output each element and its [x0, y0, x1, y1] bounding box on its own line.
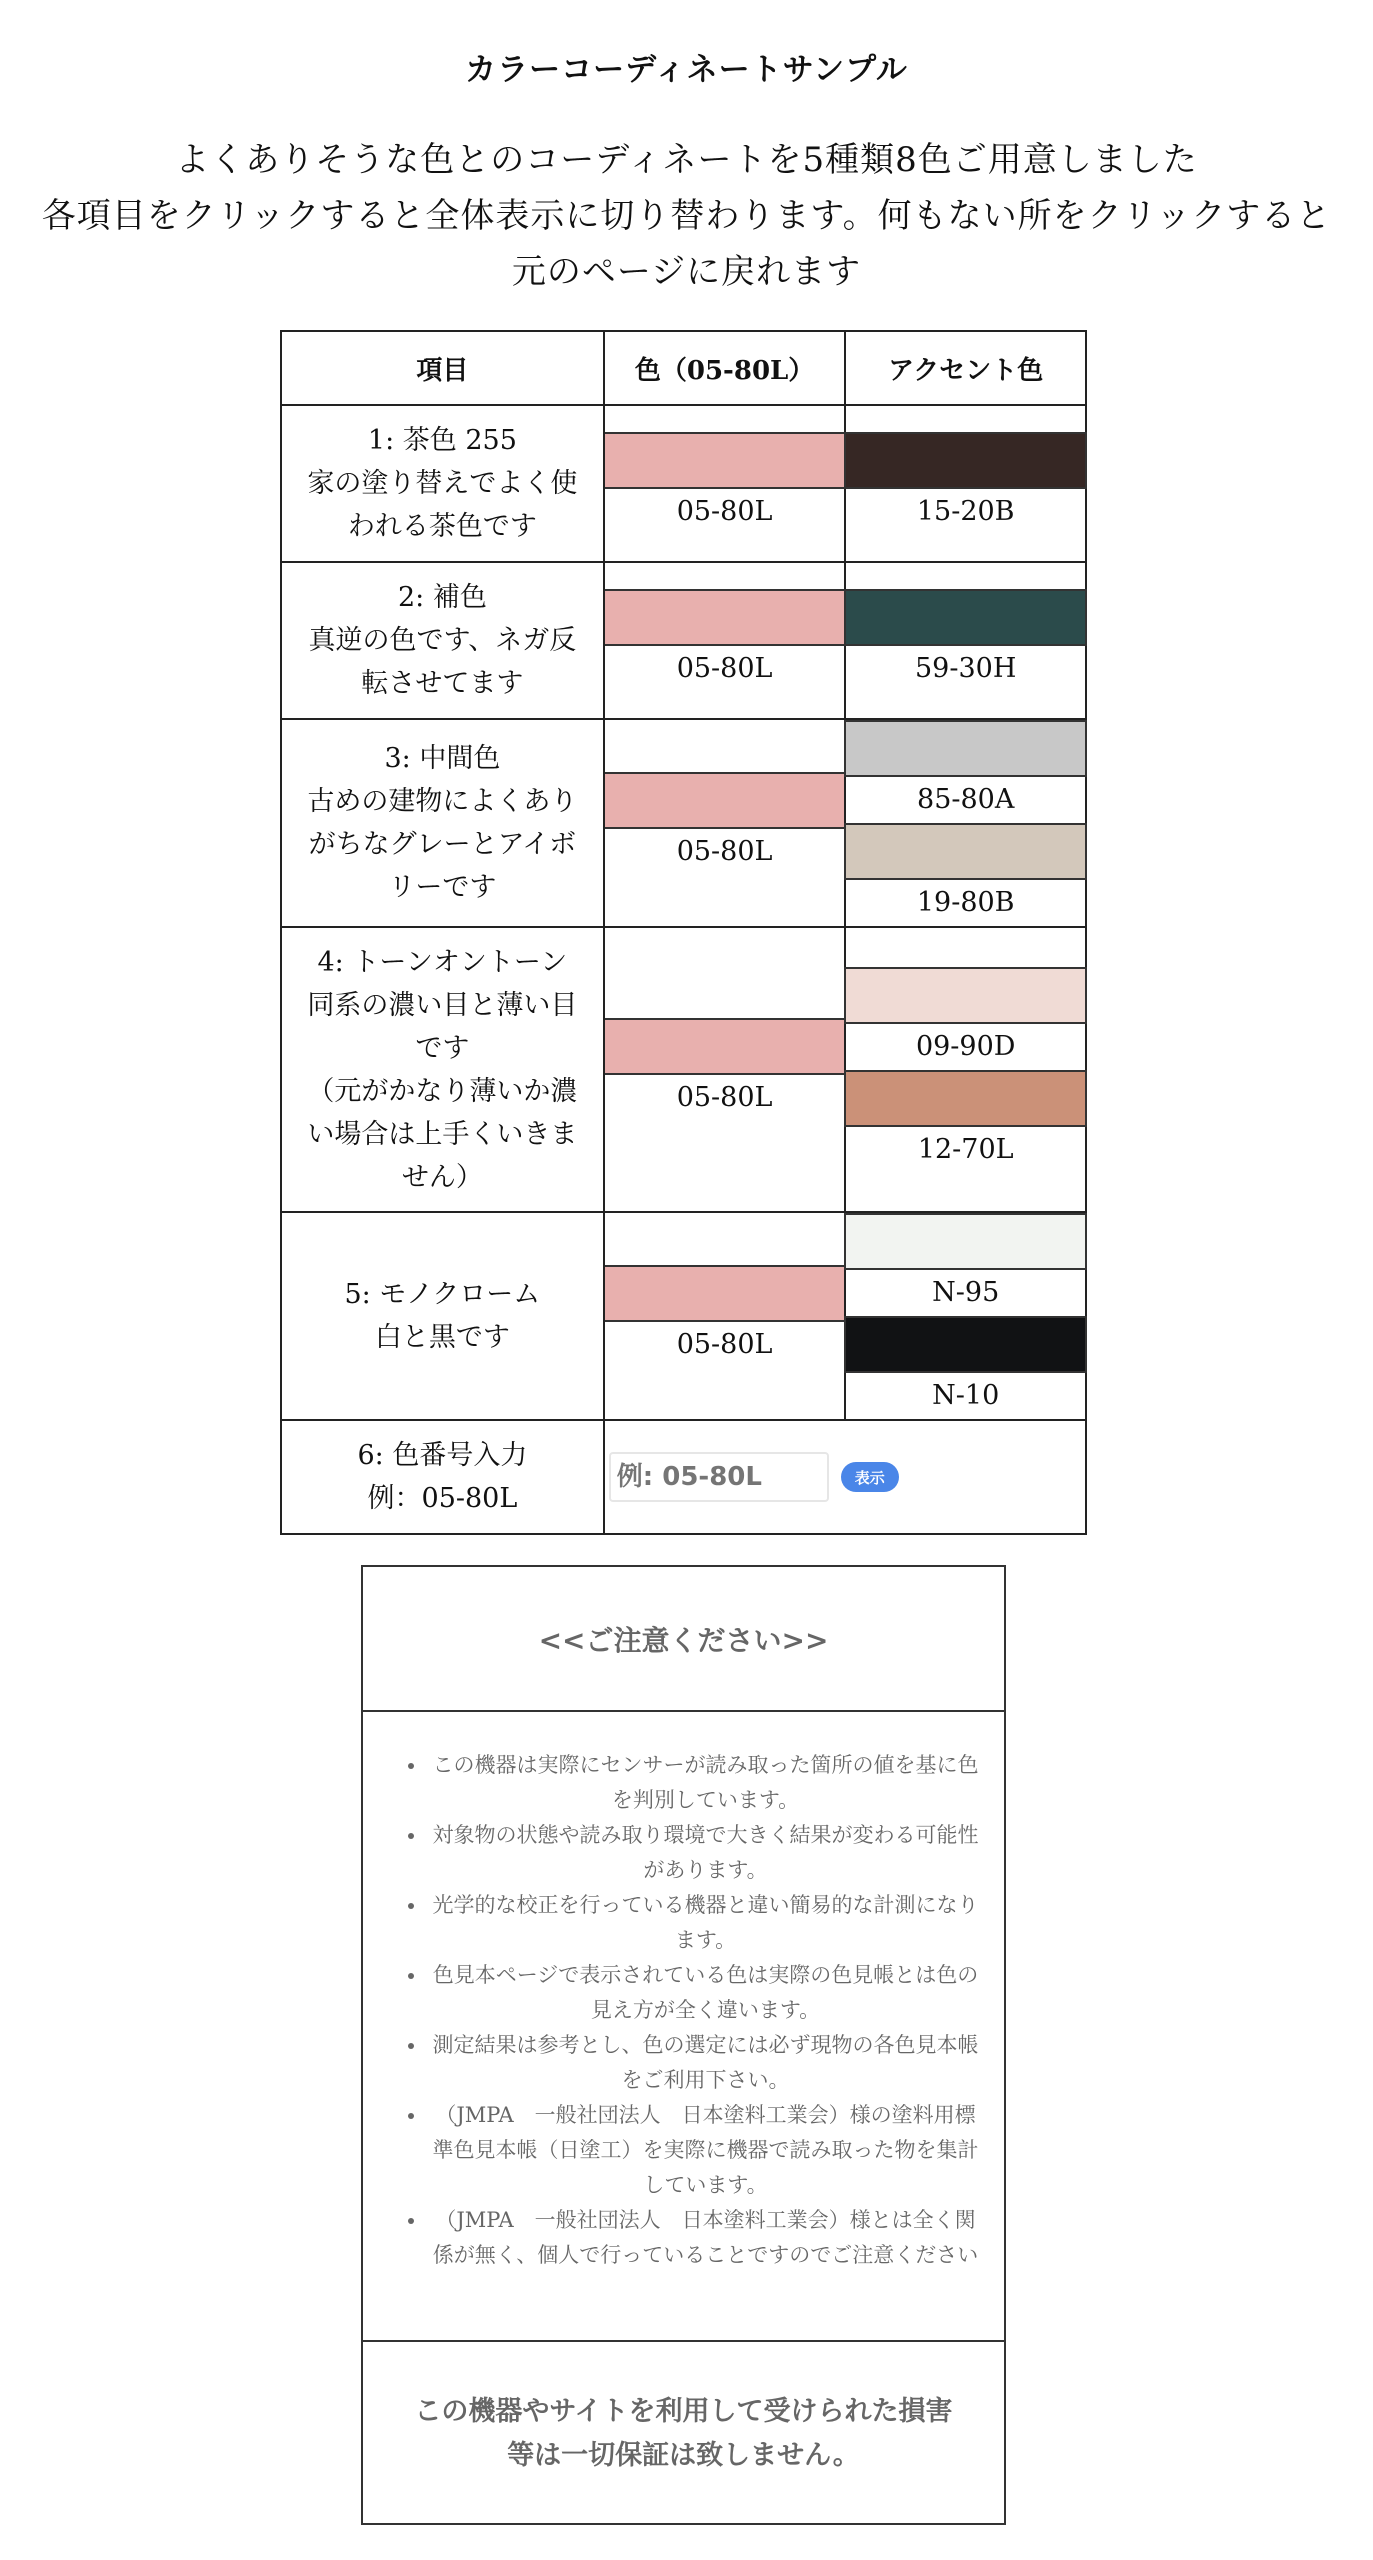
- notice-item: • （JMPA 一般社団法人 日本塗料工業会）様の塗料用標準色見本帳（日塗工）を実際に機器で読み取った物を集計しています。: [427, 2098, 984, 2203]
- notice-item: • この機器は実際にセンサーが読み取った箇所の値を基に色を判別しています。: [427, 1748, 984, 1818]
- item-cell: [281, 1420, 604, 1534]
- item-text-line: です: [415, 1032, 470, 1064]
- page-title: カラーコーディネートサンプル: [465, 52, 908, 88]
- accent-color-cell[interactable]: [845, 719, 1086, 927]
- intro-text: [0, 132, 1373, 300]
- base-color-code: 05-80L: [676, 496, 773, 527]
- item-cell[interactable]: [281, 405, 604, 562]
- intro-line: よくありそうな色とのコーディネートを5種類8色ご用意しました: [175, 140, 1198, 180]
- item-cell[interactable]: [281, 927, 604, 1212]
- accent-color-cell[interactable]: [845, 562, 1086, 719]
- base-color-code: 05-80L: [676, 835, 773, 867]
- color-coordinate-table: [280, 330, 1087, 1535]
- base-color-code: 05-80L: [676, 1328, 773, 1360]
- accent-color-swatch[interactable]: [844, 967, 1087, 1024]
- notice-item: • 光学的な校正を行っている機器と違い簡易的な計測になります。: [427, 1888, 984, 1958]
- accent-color-cell[interactable]: [845, 1212, 1086, 1420]
- notice-item: • 色見本ページで表示されている色は実際の色見帳とは色の見え方が全く違います。: [427, 1958, 984, 2028]
- accent-color-swatch[interactable]: [844, 432, 1087, 489]
- item-text-line: 真逆の色です、ネガ反: [308, 625, 577, 656]
- base-color-cell[interactable]: [604, 562, 846, 719]
- accent-color-code: 19-80B: [916, 887, 1015, 918]
- base-color-cell[interactable]: [604, 1212, 846, 1420]
- accent-color-code: 85-80A: [917, 784, 1015, 815]
- notice-box: [361, 1565, 1006, 2525]
- item-text-line: 1: 茶色 255: [367, 425, 517, 456]
- accent-color-swatch[interactable]: [844, 1070, 1087, 1127]
- notice-item: • 対象物の状態や読み取り環境で大きく結果が変わる可能性があります。: [427, 1818, 984, 1888]
- item-text-line: 例：05-80L: [367, 1483, 518, 1514]
- item-cell[interactable]: [281, 1212, 604, 1420]
- base-color-swatch[interactable]: [603, 589, 847, 646]
- item-text-line: がちなグレーとアイボ: [308, 829, 577, 860]
- accent-color-code: 15-20B: [916, 496, 1015, 527]
- notice-item: • （JMPA 一般社団法人 日本塗料工業会）様とは全く関係が無く、個人で行っていることですのでご注意ください: [427, 2203, 984, 2273]
- base-color-swatch[interactable]: [603, 1265, 847, 1322]
- notice-item: • 測定結果は参考とし、色の選定には必ず現物の各色見本帳をご利用下さい。: [427, 2028, 984, 2098]
- base-color-swatch[interactable]: [603, 1018, 847, 1075]
- color-number-input-cell: [604, 1420, 1086, 1534]
- item-cell[interactable]: [281, 562, 604, 719]
- item-text-line: 白と黒です: [374, 1322, 510, 1353]
- base-color-cell[interactable]: [604, 405, 846, 562]
- table-row[interactable]: [281, 1212, 1086, 1420]
- accent-color-code: N-95: [932, 1277, 1000, 1308]
- intro-line: 各項目をクリックすると全体表示に切り替わります。何もない所をクリックすると: [41, 196, 1332, 236]
- item-text-line: われる茶色です: [347, 511, 537, 542]
- item-text-line: せん）: [401, 1161, 483, 1193]
- input-row: [281, 1420, 1086, 1534]
- color-number-input[interactable]: [609, 1452, 829, 1502]
- base-color-cell[interactable]: [604, 927, 846, 1212]
- notice-heading: <<ご注意ください>>: [363, 1567, 1004, 1712]
- accent-color-code: 12-70L: [917, 1133, 1014, 1165]
- item-text-line: 2: 補色: [397, 582, 487, 613]
- accent-color-code: 59-30H: [915, 653, 1017, 684]
- item-text-line: 同系の濃い目と薄い目: [307, 989, 578, 1021]
- notice-list: [399, 1748, 984, 2273]
- item-text-line: 3: 中間色: [384, 743, 501, 774]
- item-cell[interactable]: [281, 719, 604, 927]
- item-text-line: い場合は上手くいきま: [307, 1118, 578, 1150]
- item-text-line: リーです: [388, 872, 497, 903]
- item-text-line: 転させてます: [361, 668, 524, 699]
- accent-color-swatch[interactable]: [844, 823, 1087, 880]
- base-color-cell[interactable]: [604, 719, 846, 927]
- notice-body: [363, 1712, 1004, 2342]
- base-color-swatch[interactable]: [603, 432, 847, 489]
- accent-color-code: 09-90D: [915, 1030, 1016, 1062]
- header-accent-color: アクセント色: [845, 331, 1086, 405]
- table-row[interactable]: [281, 927, 1086, 1212]
- notice-footer: [363, 2342, 1004, 2525]
- accent-color-cell[interactable]: [845, 927, 1086, 1212]
- accent-color-swatch[interactable]: [844, 1213, 1087, 1270]
- table-row[interactable]: [281, 719, 1086, 927]
- table-row[interactable]: [281, 562, 1086, 719]
- item-text-line: 6: 色番号入力: [357, 1440, 528, 1471]
- base-color-code: 05-80L: [676, 1082, 773, 1113]
- base-color-swatch[interactable]: [603, 772, 847, 829]
- accent-color-swatch[interactable]: [844, 1316, 1087, 1373]
- base-color-code: 05-80L: [676, 653, 773, 684]
- item-text-line: 古めの建物によくあり: [307, 786, 578, 817]
- accent-color-swatch[interactable]: [844, 720, 1087, 777]
- accent-color-cell[interactable]: [845, 405, 1086, 562]
- intro-line: 元のページに戻れます: [511, 252, 862, 292]
- table-row[interactable]: [281, 405, 1086, 562]
- item-text-line: 5: モノクローム: [344, 1279, 541, 1310]
- item-text-line: 家の塗り替えでよく使: [307, 468, 578, 499]
- item-text-line: （元がかなり薄いか濃: [307, 1075, 578, 1107]
- accent-color-swatch[interactable]: [844, 589, 1087, 646]
- item-text-line: 4: トーンオントーン: [317, 946, 568, 978]
- header-base-color: 色（05-80L）: [604, 331, 846, 405]
- accent-color-code: N-10: [932, 1380, 1000, 1411]
- show-button[interactable]: 表示: [841, 1462, 899, 1492]
- notice-footer-text: この機器やサイトを利用して受けられた損害等は一切保証は致しません。: [414, 2395, 953, 2471]
- header-item: 項目: [281, 331, 604, 405]
